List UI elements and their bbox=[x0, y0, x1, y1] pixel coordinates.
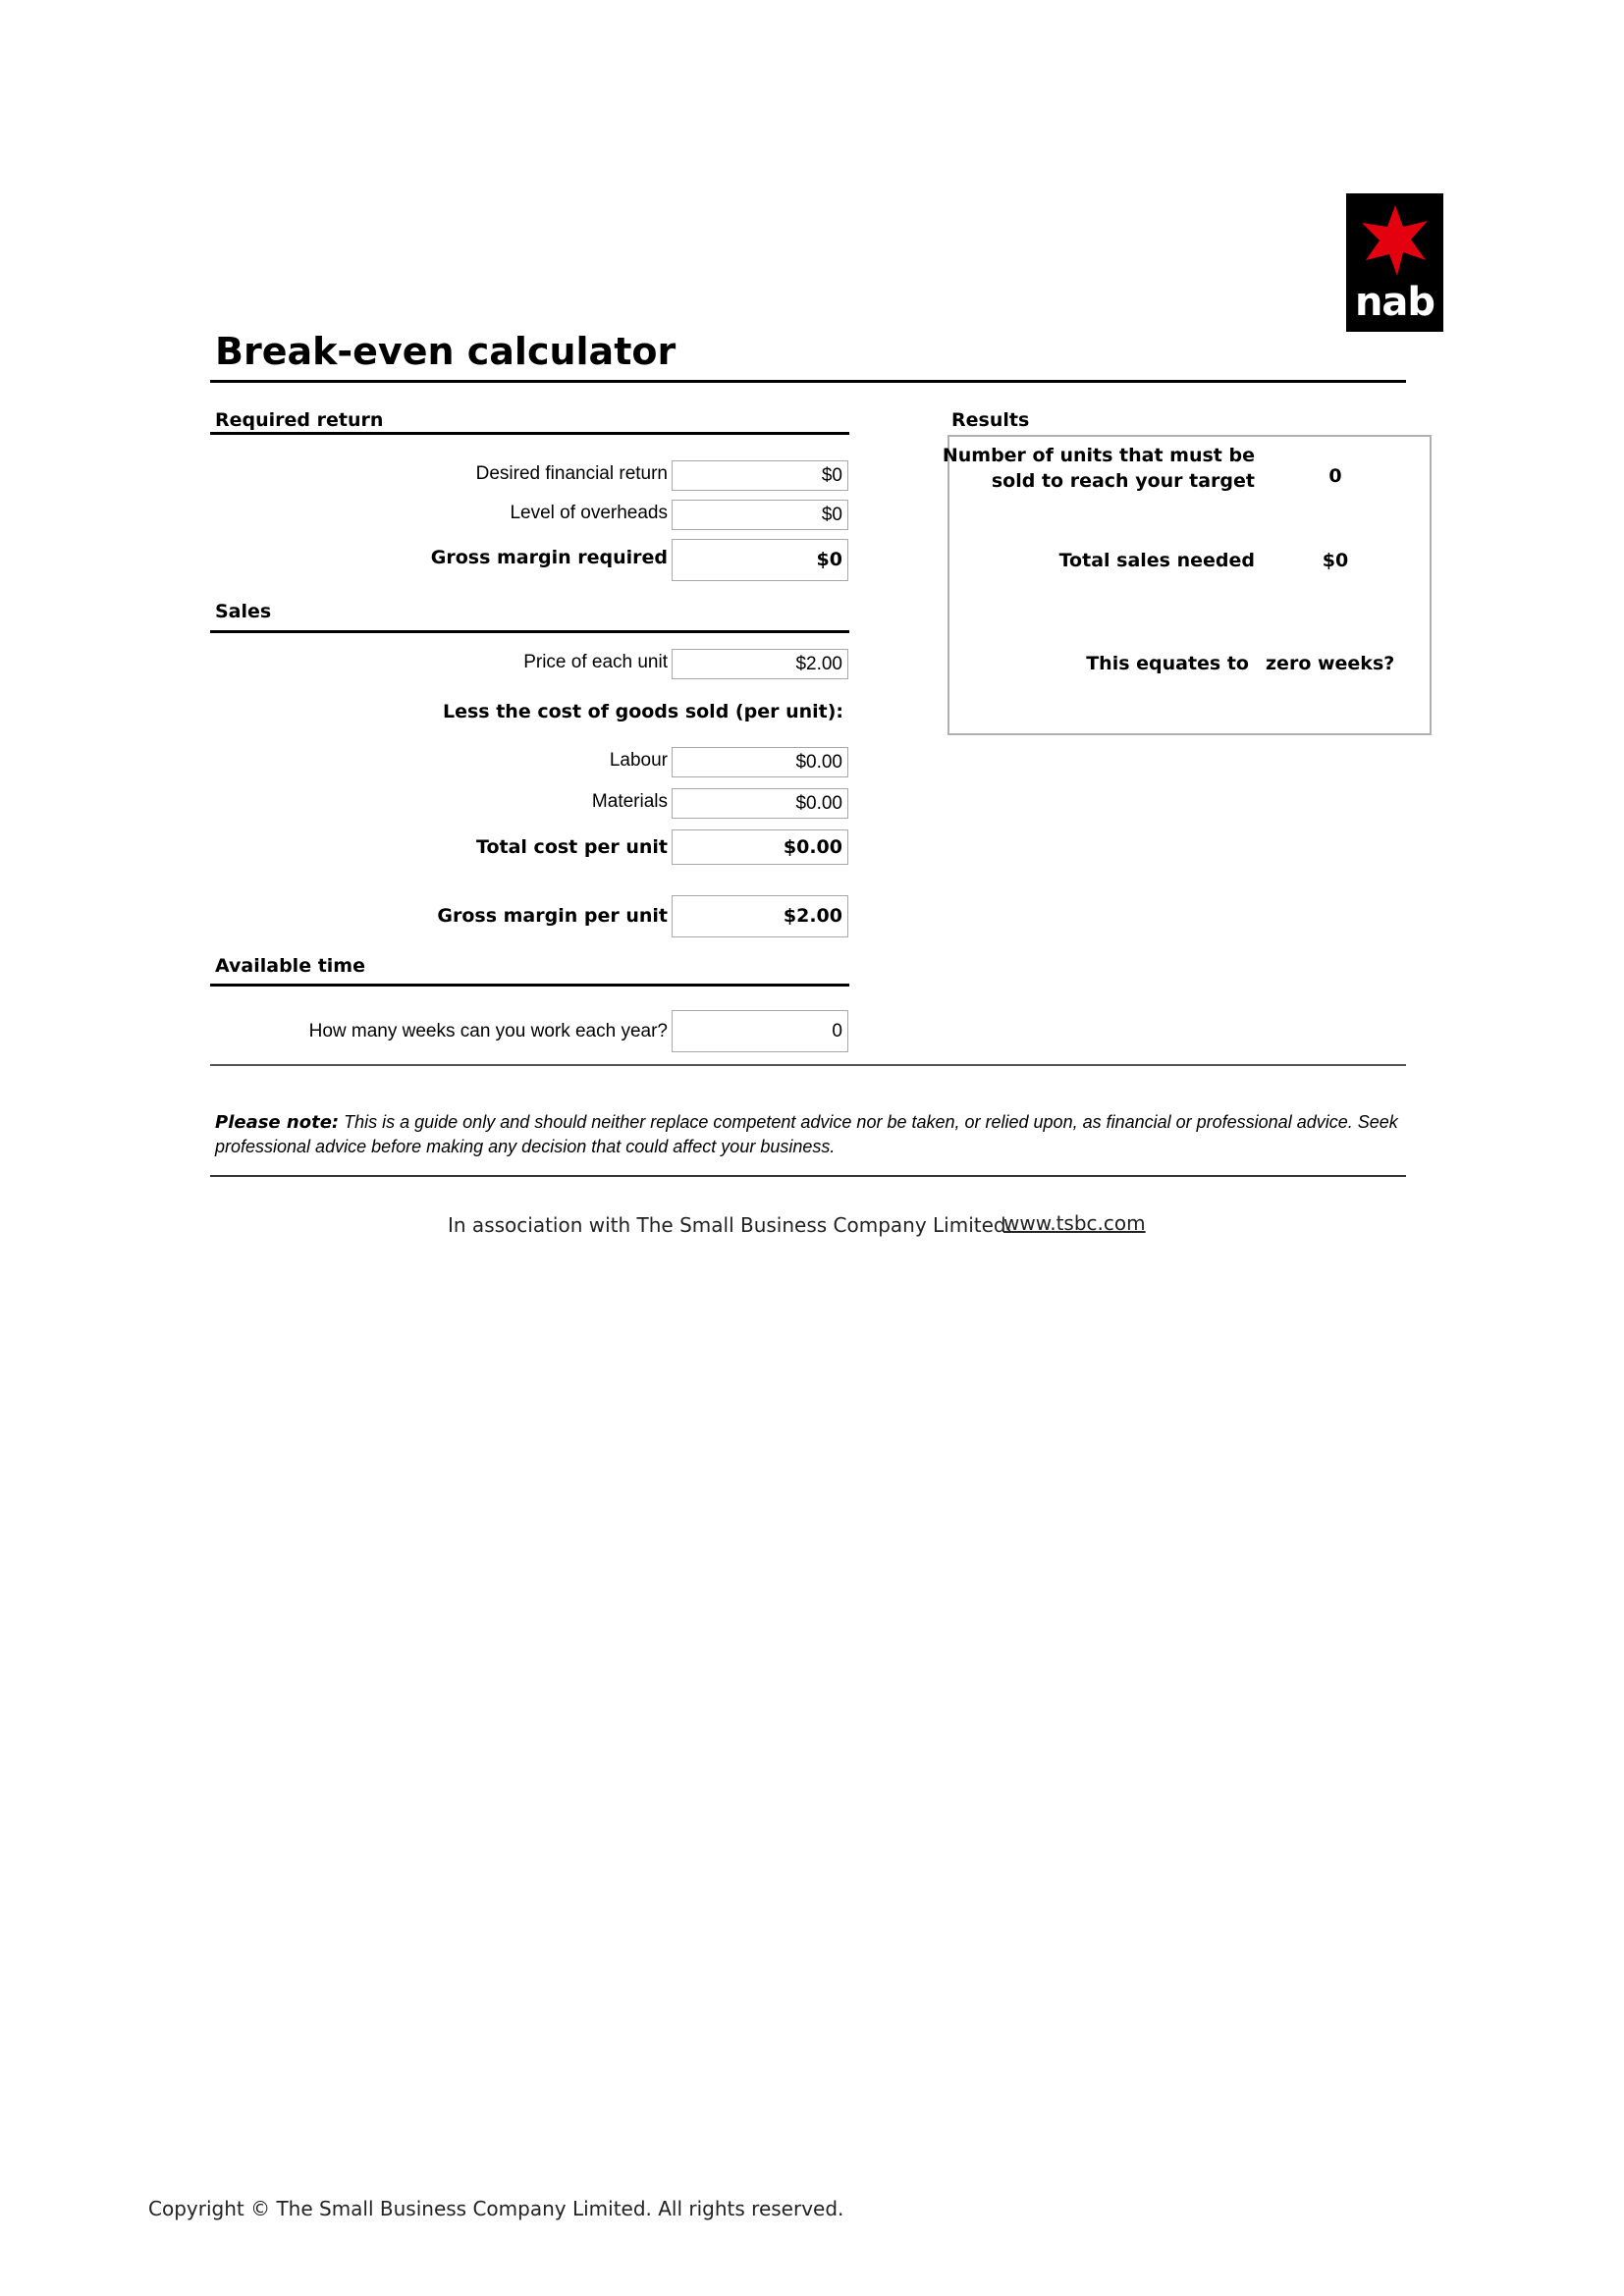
units-value: 0 bbox=[1328, 465, 1342, 487]
equates-label: This equates to bbox=[1086, 653, 1249, 674]
page-title: Break-even calculator bbox=[215, 330, 677, 373]
gross-margin-required-label: Gross margin required bbox=[430, 547, 668, 568]
overheads-label: Level of overheads bbox=[510, 503, 668, 523]
association-text: In association with The Small Business Company Limited. bbox=[448, 1213, 1012, 1237]
required-return-heading: Required return bbox=[215, 409, 384, 431]
gross-margin-unit-label: Gross margin per unit bbox=[437, 905, 668, 927]
note-lead: Please note: bbox=[215, 1112, 340, 1133]
gross-margin-required-value: $0 bbox=[672, 539, 848, 581]
weeks-field[interactable]: 0 bbox=[672, 1010, 848, 1052]
desired-return-field[interactable]: $0 bbox=[672, 460, 848, 491]
desired-return-label: Desired financial return bbox=[475, 463, 668, 484]
logo-text: nab bbox=[1354, 280, 1435, 325]
note-bottom-divider bbox=[210, 1175, 1406, 1177]
note-text: This is a guide only and should neither replace competent advice nor be taken, or relied upon, as financial or professional advice. Seek professional advice before making any decision that could affect your business. bbox=[215, 1112, 1398, 1156]
price-label: Price of each unit bbox=[523, 652, 668, 672]
total-sales-value: $0 bbox=[1322, 550, 1349, 571]
copyright-text: Copyright © The Small Business Company Limited. All rights reserved. bbox=[148, 2197, 844, 2220]
units-label-line1: Number of units that must be bbox=[942, 445, 1255, 466]
weeks-label: How many weeks can you work each year? bbox=[308, 1021, 668, 1041]
available-time-heading: Available time bbox=[215, 955, 365, 977]
results-heading: Results bbox=[951, 409, 1030, 431]
materials-label: Materials bbox=[591, 791, 668, 812]
labour-label: Labour bbox=[609, 750, 668, 771]
sales-divider bbox=[210, 630, 849, 633]
disclaimer-note bbox=[215, 1110, 1403, 1158]
available-time-divider bbox=[210, 984, 849, 987]
total-sales-label: Total sales needed bbox=[1058, 550, 1255, 571]
star-icon bbox=[1360, 203, 1430, 278]
labour-field[interactable]: $0.00 bbox=[672, 747, 848, 777]
total-cost-value: $0.00 bbox=[672, 829, 848, 865]
cogs-label: Less the cost of goods sold (per unit): bbox=[443, 701, 843, 722]
equates-value: zero weeks? bbox=[1266, 653, 1395, 674]
nab-logo bbox=[1346, 193, 1443, 332]
total-cost-label: Total cost per unit bbox=[476, 836, 668, 858]
price-field[interactable]: $2.00 bbox=[672, 649, 848, 679]
note-top-divider bbox=[210, 1064, 1406, 1066]
units-label-line2: sold to reach your target bbox=[991, 470, 1255, 492]
required-return-divider bbox=[210, 432, 849, 435]
gross-margin-unit-value: $2.00 bbox=[672, 895, 848, 937]
title-divider bbox=[210, 380, 1406, 383]
overheads-field[interactable]: $0 bbox=[672, 500, 848, 530]
sales-heading: Sales bbox=[215, 601, 272, 622]
materials-field[interactable]: $0.00 bbox=[672, 788, 848, 819]
tsbc-link[interactable]: www.tsbc.com bbox=[1003, 1211, 1146, 1235]
